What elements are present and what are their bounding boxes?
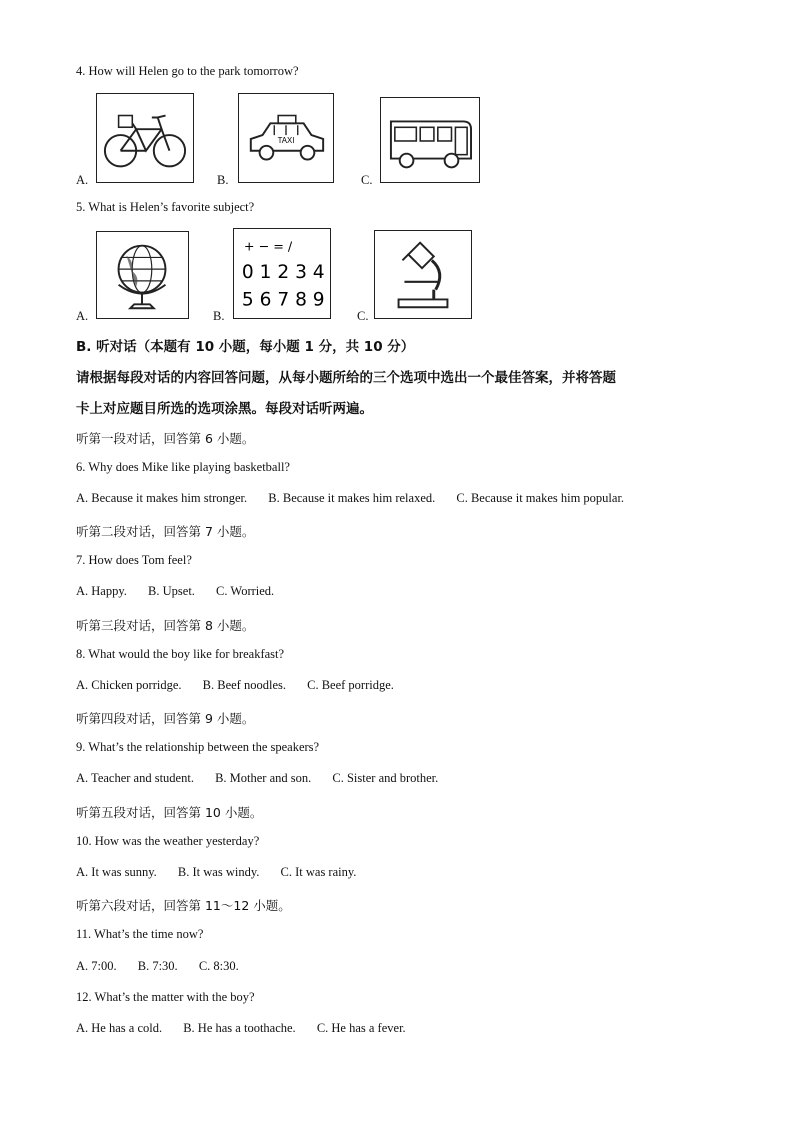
taxi-icon <box>239 94 333 182</box>
q9-option-c: C. Sister and brother. <box>332 771 439 785</box>
math-symbols-text: + − = / <box>243 238 293 254</box>
bus-icon <box>381 98 479 182</box>
q9-option-b: B. Mother and son. <box>215 771 312 785</box>
options-9 <box>76 771 456 786</box>
cue-6: 听第一段对话，回答第 6 小题。 <box>76 431 255 446</box>
math-row2-text: 5 6 7 8 9 <box>241 289 325 311</box>
math-row1-text: 0 1 2 3 4 <box>241 261 325 283</box>
q11-option-b: B. 7:30. <box>137 959 178 973</box>
cue-10: 听第五段对话，回答第 10 小题。 <box>76 805 263 820</box>
cue-8: 听第三段对话，回答第 8 小题。 <box>76 618 255 633</box>
q4-option-a-label: A. <box>76 173 89 187</box>
q6-option-a: A. Because it makes him stronger. <box>76 491 248 505</box>
q8-option-a: A. Chicken porridge. <box>76 678 182 692</box>
section-b-instruction-1: 请根据每段对话的内容回答问题，从每小题所给的三个选项中选出一个最佳答案，并将答题 <box>76 370 616 386</box>
q5-option-a-label: A. <box>76 309 89 323</box>
globe-icon <box>97 232 188 318</box>
q4-option-b-label: B. <box>217 173 229 187</box>
q7-option-c: C. Worried. <box>216 584 275 598</box>
q12-option-b: B. He has a toothache. <box>183 1021 296 1035</box>
bicycle-icon <box>97 94 193 182</box>
math-picture <box>233 228 331 319</box>
q12-option-a: A. He has a cold. <box>76 1021 163 1035</box>
question-11: 11. What’s the time now? <box>76 927 204 941</box>
q8-option-c: C. Beef porridge. <box>307 678 394 692</box>
microscope-icon <box>375 231 471 318</box>
question-4: 4. How will Helen go to the park tomorrow? <box>76 64 299 78</box>
bicycle-picture <box>96 93 194 183</box>
q5-option-b-label: B. <box>213 309 225 323</box>
q6-option-b: B. Because it makes him relaxed. <box>268 491 436 505</box>
options-11 <box>76 959 257 974</box>
options-12 <box>76 1021 424 1036</box>
q9-option-a: A. Teacher and student. <box>76 771 194 785</box>
cue-11-12: 听第六段对话，回答第 11～12 小题。 <box>76 898 291 913</box>
options-6 <box>76 491 642 506</box>
q8-option-b: B. Beef noodles. <box>202 678 286 692</box>
q6-option-c: C. Because it makes him popular. <box>456 491 625 505</box>
q10-option-b: B. It was windy. <box>177 865 260 879</box>
section-b-title: B. 听对话（本题有 10 小题，每小题 1 分，共 10 分） <box>76 339 415 355</box>
question-10: 10. How was the weather yesterday? <box>76 834 260 848</box>
question-7: 7. How does Tom feel? <box>76 553 192 567</box>
section-b-instruction-2: 卡上对应题目所选的选项涂黑。每段对话听两遍。 <box>76 401 373 417</box>
taxi-picture <box>238 93 334 183</box>
globe-picture <box>96 231 189 319</box>
options-8 <box>76 678 412 693</box>
microscope-picture <box>374 230 472 319</box>
q11-option-a: A. 7:00. <box>76 959 117 973</box>
q11-option-c: C. 8:30. <box>198 959 239 973</box>
math-numbers-icon <box>234 229 330 318</box>
options-10 <box>76 865 374 880</box>
question-12: 12. What’s the matter with the boy? <box>76 990 255 1004</box>
question-5: 5. What is Helen’s favorite subject? <box>76 200 255 214</box>
q7-option-a: A. Happy. <box>76 584 127 598</box>
question-6: 6. Why does Mike like playing basketball? <box>76 460 290 474</box>
q4-option-c-label: C. <box>361 173 373 187</box>
question-9: 9. What’s the relationship between the speakers? <box>76 740 320 754</box>
q10-option-c: C. It was rainy. <box>280 865 357 879</box>
q7-option-b: B. Upset. <box>148 584 195 598</box>
options-7 <box>76 584 292 599</box>
question-8: 8. What would the boy like for breakfast? <box>76 647 285 661</box>
taxi-sign-text: TAXI <box>277 135 295 145</box>
bus-picture <box>380 97 480 183</box>
q10-option-a: A. It was sunny. <box>76 865 157 879</box>
cue-9: 听第四段对话，回答第 9 小题。 <box>76 711 255 726</box>
q12-option-c: C. He has a fever. <box>316 1021 406 1035</box>
q5-option-c-label: C. <box>357 309 369 323</box>
cue-7: 听第二段对话，回答第 7 小题。 <box>76 524 255 539</box>
